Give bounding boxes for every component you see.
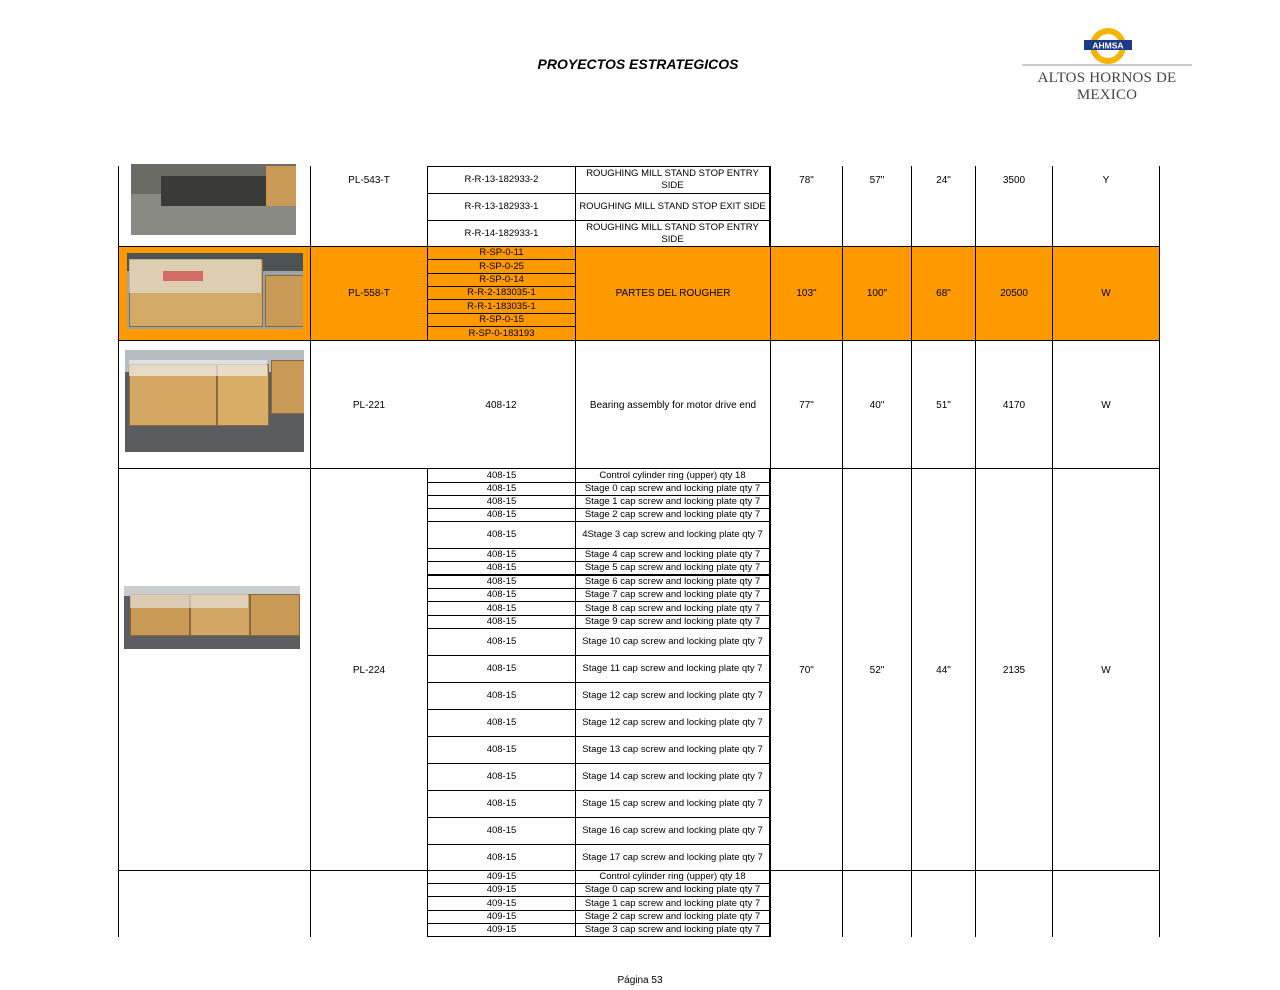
- part-description: Stage 11 cap screw and locking plate qty 7: [575, 655, 770, 683]
- part-code: 408-15: [427, 628, 576, 656]
- part-description: Stage 3 cap screw and locking plate qty 7: [575, 923, 770, 937]
- part-code: 408-15: [427, 588, 576, 602]
- part-code: 408-15: [427, 561, 576, 575]
- part-description: Stage 8 cap screw and locking plate qty 7: [575, 601, 770, 616]
- height-value: 24": [936, 174, 951, 186]
- length-value: 77": [799, 399, 814, 411]
- part-code: 408-15: [427, 548, 576, 562]
- part-description: Stage 12 cap screw and locking plate qty 7: [575, 682, 770, 710]
- part-code: R-R-13-182933-2: [427, 166, 576, 194]
- part-code: R-R-14-182933-1: [427, 220, 576, 247]
- location-value: W: [1101, 287, 1111, 299]
- part-code: 408-15: [427, 468, 576, 483]
- part-description: PARTES DEL ROUGHER: [615, 287, 731, 299]
- part-description: ROUGHING MILL STAND STOP EXIT SIDE: [575, 193, 770, 221]
- part-description: Stage 12 cap screw and locking plate qty 7: [575, 709, 770, 737]
- part-code: 409-15: [427, 910, 576, 924]
- part-code: 408-15: [427, 790, 576, 818]
- part-description: ROUGHING MILL STAND STOP ENTRY SIDE: [575, 166, 770, 194]
- logo-emblem-icon: [1022, 26, 1192, 70]
- part-code: R-R-1-183035-1: [427, 299, 576, 314]
- width-value: 57": [869, 174, 885, 186]
- part-code: R-R-2-183035-1: [427, 286, 576, 300]
- part-code: R-R-13-182933-1: [427, 193, 576, 221]
- part-code: 408-12: [485, 399, 517, 411]
- location-value: W: [1101, 399, 1111, 411]
- packing-list-id: PL-543-T: [348, 174, 390, 186]
- part-description: Stage 13 cap screw and locking plate qty 7: [575, 736, 770, 764]
- part-code: 408-15: [427, 521, 576, 549]
- part-code: 408-15: [427, 844, 576, 871]
- width-value: 40": [869, 399, 885, 411]
- packing-list-id: PL-224: [352, 664, 386, 676]
- part-description: Stage 0 cap screw and locking plate qty 7: [575, 482, 770, 496]
- part-description: ROUGHING MILL STAND STOP ENTRY SIDE: [575, 220, 770, 247]
- part-code: R-SP-0-14: [427, 273, 576, 287]
- part-code: 408-15: [427, 575, 576, 589]
- ahmsa-logo: [1022, 26, 1192, 103]
- part-code: 409-15: [427, 923, 576, 937]
- part-code: 408-15: [427, 682, 576, 710]
- page-title: PROYECTOS ESTRATEGICOS: [537, 56, 739, 72]
- width-value: 52": [869, 664, 885, 676]
- part-description: Stage 10 cap screw and locking plate qty 7: [575, 628, 770, 656]
- part-description: Stage 15 cap screw and locking plate qty 7: [575, 790, 770, 818]
- page-number: Página 53: [617, 975, 663, 986]
- packing-list-id: PL-221: [352, 399, 386, 411]
- width-value: 100": [866, 287, 888, 299]
- part-code: 408-15: [427, 709, 576, 737]
- part-code: 409-15: [427, 896, 576, 911]
- part-description: Stage 0 cap screw and locking plate qty 7: [575, 883, 770, 897]
- height-value: 44": [936, 664, 951, 676]
- weight-value: 4170: [1002, 399, 1026, 411]
- crate-photo: [131, 164, 296, 235]
- height-value: 68": [936, 287, 951, 299]
- part-description: Stage 14 cap screw and locking plate qty 7: [575, 763, 770, 791]
- part-code: 408-15: [427, 655, 576, 683]
- part-code: 408-15: [427, 482, 576, 496]
- part-description: Stage 2 cap screw and locking plate qty 7: [575, 910, 770, 924]
- location-value: W: [1101, 664, 1111, 676]
- part-description: Stage 7 cap screw and locking plate qty 7: [575, 588, 770, 602]
- part-description: Stage 1 cap screw and locking plate qty 7: [575, 896, 770, 911]
- part-code: 408-15: [427, 817, 576, 845]
- packing-list-id: PL-558-T: [348, 287, 390, 299]
- part-code: R-SP-0-183193: [427, 326, 576, 341]
- part-code: 409-15: [427, 883, 576, 897]
- part-code: R-SP-0-11: [427, 246, 576, 260]
- part-code: 409-15: [427, 870, 576, 884]
- part-code: 408-15: [427, 601, 576, 616]
- length-value: 70": [799, 664, 814, 676]
- weight-value: 20500: [1000, 287, 1028, 299]
- part-description: Control cylinder ring (upper) qty 18: [575, 870, 770, 884]
- part-code: R-SP-0-25: [427, 259, 576, 274]
- part-code: 408-15: [427, 508, 576, 522]
- height-value: 51": [936, 399, 951, 411]
- part-description: Stage 4 cap screw and locking plate qty 7: [575, 548, 770, 562]
- part-code: 408-15: [427, 495, 576, 509]
- logo-wordmark: ALTOS HORNOS DE MEXICO: [1037, 70, 1177, 103]
- weight-value: 2135: [1002, 664, 1026, 676]
- part-description: Stage 1 cap screw and locking plate qty 7: [575, 495, 770, 509]
- weight-value: 3500: [1002, 174, 1026, 186]
- part-code: 408-15: [427, 763, 576, 791]
- location-value: Y: [1102, 174, 1110, 186]
- part-description: Stage 5 cap screw and locking plate qty 7: [575, 561, 770, 575]
- part-description: Stage 6 cap screw and locking plate qty 7: [575, 575, 770, 589]
- part-description: Stage 16 cap screw and locking plate qty 7: [575, 817, 770, 845]
- crate-photo: [125, 350, 304, 452]
- part-description: Control cylinder ring (upper) qty 18: [575, 468, 770, 483]
- part-code: R-SP-0-15: [427, 313, 576, 327]
- part-description: Stage 9 cap screw and locking plate qty 7: [575, 615, 770, 629]
- part-description: 4Stage 3 cap screw and locking plate qty 7: [575, 521, 770, 549]
- length-value: 103": [796, 287, 817, 299]
- length-value: 78": [799, 174, 814, 186]
- part-description: Bearing assembly for motor drive end: [589, 399, 757, 411]
- part-description: Stage 2 cap screw and locking plate qty 7: [575, 508, 770, 522]
- crate-photo: [124, 586, 300, 649]
- svg-text:AHMSA: AHMSA: [1092, 40, 1124, 51]
- part-code: 408-15: [427, 615, 576, 629]
- part-code: 408-15: [427, 736, 576, 764]
- crate-photo: [127, 253, 303, 329]
- part-description: Stage 17 cap screw and locking plate qty 7: [575, 844, 770, 871]
